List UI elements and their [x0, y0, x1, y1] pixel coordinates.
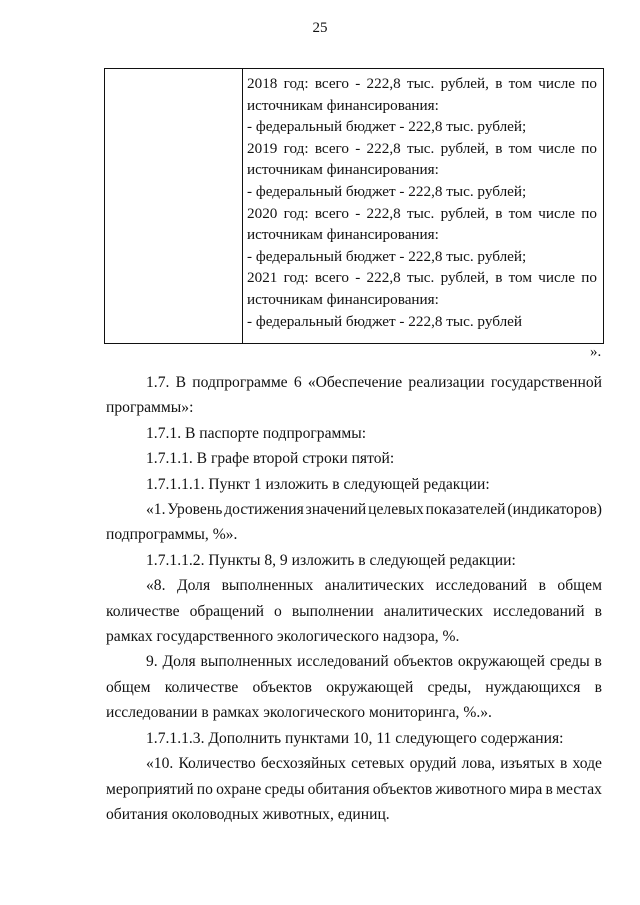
word: окружающей — [326, 678, 414, 696]
word: - — [355, 75, 361, 92]
word: нуждающихся — [485, 678, 581, 696]
word: по — [196, 780, 213, 798]
word: год: — [283, 204, 309, 222]
paragraph-8-line-1 — [106, 649, 602, 674]
table-line: источникам финансирования: — [247, 290, 439, 308]
word: тыс. — [406, 139, 435, 157]
word: всего — [314, 139, 350, 157]
word: мира — [509, 780, 543, 798]
word: - — [355, 139, 361, 157]
paragraph-2: 1.7.1. В паспорте подпрограммы: — [146, 424, 367, 442]
paragraph-1-line-1 — [106, 370, 602, 395]
word: охране — [216, 780, 262, 798]
word: «10. — [146, 755, 174, 773]
word: аналитических — [383, 602, 484, 620]
word: Уровень — [167, 501, 223, 519]
word: «1. — [146, 501, 166, 519]
word: государственной — [490, 374, 602, 391]
document-body — [106, 370, 602, 827]
word: выполнении — [291, 602, 374, 620]
word: о — [274, 602, 282, 620]
word: обращений — [189, 602, 265, 620]
word: бесхозяйных — [260, 755, 346, 773]
word: числе — [538, 204, 576, 222]
word: целевых — [368, 501, 424, 519]
word: числе — [538, 269, 576, 287]
table-line: - федеральный бюджет - 222,8 тыс. рублей; — [247, 118, 527, 136]
word: всего — [314, 75, 350, 92]
word: в — [495, 204, 503, 222]
paragraph-7-line-1 — [106, 573, 602, 598]
word: год: — [283, 139, 309, 157]
word: ходе — [572, 755, 602, 773]
word: «8. — [146, 577, 166, 595]
word: в — [594, 653, 602, 671]
word: тыс. — [406, 204, 435, 222]
word: по — [581, 204, 597, 222]
word: 222,8 — [366, 204, 401, 222]
word: изъятых — [500, 755, 555, 773]
word: по — [581, 75, 597, 92]
word: рублей, — [440, 204, 489, 222]
word: животного — [435, 780, 507, 798]
closing-quote: ». — [590, 344, 602, 360]
word: мероприятий — [106, 780, 194, 798]
word: тыс. — [406, 269, 435, 287]
paragraph-10-line-2 — [106, 777, 602, 802]
word: (индикаторов) — [507, 501, 602, 519]
word: рублей, — [440, 269, 489, 287]
word: в — [495, 269, 503, 287]
word: «Обеспечение — [307, 374, 403, 391]
word: показателей — [425, 501, 506, 519]
word: количестве — [164, 678, 239, 696]
word: местах — [556, 780, 602, 798]
word: объектов — [372, 780, 433, 798]
word: общем — [557, 577, 602, 595]
word: в — [495, 139, 503, 157]
paragraph-10-line-3: обитания околоводных животных, единиц. — [106, 805, 390, 823]
word: 6 — [293, 374, 302, 391]
table-line: источникам финансирования: — [247, 96, 439, 114]
table-line — [247, 138, 597, 160]
word: выполненных — [200, 653, 293, 671]
word: рублей, — [440, 75, 489, 92]
word: тыс. — [406, 75, 435, 92]
word: 2021 — [247, 269, 278, 287]
word: 9. — [146, 653, 158, 671]
word: выполненных — [221, 577, 314, 595]
word: среды, — [427, 678, 472, 696]
table-line — [247, 203, 597, 225]
table-right-cell — [247, 73, 597, 332]
word: в — [560, 755, 568, 773]
word: исследований — [297, 653, 389, 671]
paragraph-7-line-2 — [106, 599, 602, 624]
word: среды — [264, 780, 305, 798]
table-line: источникам финансирования: — [247, 226, 439, 244]
word: исследований — [435, 577, 528, 595]
word: числе — [538, 75, 576, 92]
word: объектов — [393, 653, 453, 671]
word: общем — [106, 678, 151, 696]
word: том — [508, 75, 532, 92]
word: в — [594, 678, 602, 696]
word: по — [581, 139, 597, 157]
paragraph-5-line-2: подпрограммы, %». — [106, 526, 238, 544]
word: 222,8 — [366, 75, 401, 92]
word: в — [495, 75, 503, 92]
page-number: 25 — [312, 20, 328, 36]
word: Доля — [162, 653, 196, 671]
word: том — [508, 269, 532, 287]
word: в — [538, 577, 546, 595]
word: 222,8 — [366, 139, 401, 157]
word: В — [175, 374, 187, 391]
paragraph-8-line-3: исследовании в рамках экологического мониторинга, %.». — [106, 704, 492, 722]
table-line: - федеральный бюджет - 222,8 тыс. рублей; — [247, 247, 527, 265]
word: обитания — [307, 780, 370, 798]
word: подпрограмме — [192, 374, 288, 391]
word: количестве — [106, 602, 180, 620]
paragraph-1-line-2: программы»: — [106, 399, 194, 417]
word: 2020 — [247, 204, 278, 222]
paragraph-4: 1.7.1.1.1. Пункт 1 изложить в следующей редакции: — [146, 475, 490, 493]
word: 1.7. — [146, 374, 170, 391]
paragraph-3: 1.7.1.1. В графе второй строки пятой: — [146, 450, 395, 468]
table-line: - федеральный бюджет - 222,8 тыс. рублей — [247, 312, 523, 330]
paragraph-9: 1.7.1.1.3. Дополнить пунктами 10, 11 следующего содержания: — [146, 729, 564, 747]
word: исследований — [493, 602, 585, 620]
paragraph-6: 1.7.1.1.2. Пункты 8, 9 изложить в следующей редакции: — [146, 551, 516, 569]
word: числе — [538, 139, 576, 157]
budget-table — [104, 68, 604, 344]
word: год: — [283, 75, 309, 92]
word: 2018 — [247, 75, 278, 92]
word: в — [594, 602, 602, 620]
word: 222,8 — [366, 269, 401, 287]
word: лова, — [461, 755, 496, 773]
word: всего — [314, 269, 350, 287]
word: - — [355, 204, 361, 222]
table-line — [247, 267, 597, 289]
word: всего — [314, 204, 350, 222]
paragraph-5-line-1 — [106, 497, 602, 522]
word: орудий — [409, 755, 457, 773]
table-line: источникам финансирования: — [247, 161, 439, 179]
word: том — [508, 139, 532, 157]
word: по — [581, 269, 597, 287]
word: Доля — [176, 577, 211, 595]
word: значений — [305, 501, 367, 519]
table-left-cell — [105, 69, 243, 343]
word: сетевых — [351, 755, 405, 773]
word: аналитических — [324, 577, 425, 595]
word: - — [355, 269, 361, 287]
word: объектов — [252, 678, 312, 696]
word: достижения — [224, 501, 304, 519]
word: окружающей — [457, 653, 546, 671]
paragraph-8-line-2 — [106, 675, 602, 700]
paragraph-10-line-1 — [106, 751, 602, 776]
word: рублей, — [440, 139, 489, 157]
table-line: - федеральный бюджет - 222,8 тыс. рублей; — [247, 182, 527, 200]
word: в — [545, 780, 553, 798]
word: Количество — [178, 755, 256, 773]
word: реализации — [408, 374, 485, 391]
paragraph-7-line-3: рамках государственного экологического надзора, %. — [106, 628, 460, 646]
word: 2019 — [247, 139, 278, 157]
word: год: — [283, 269, 309, 287]
word: том — [508, 204, 532, 222]
word: среды — [549, 653, 590, 671]
table-line — [247, 73, 597, 95]
